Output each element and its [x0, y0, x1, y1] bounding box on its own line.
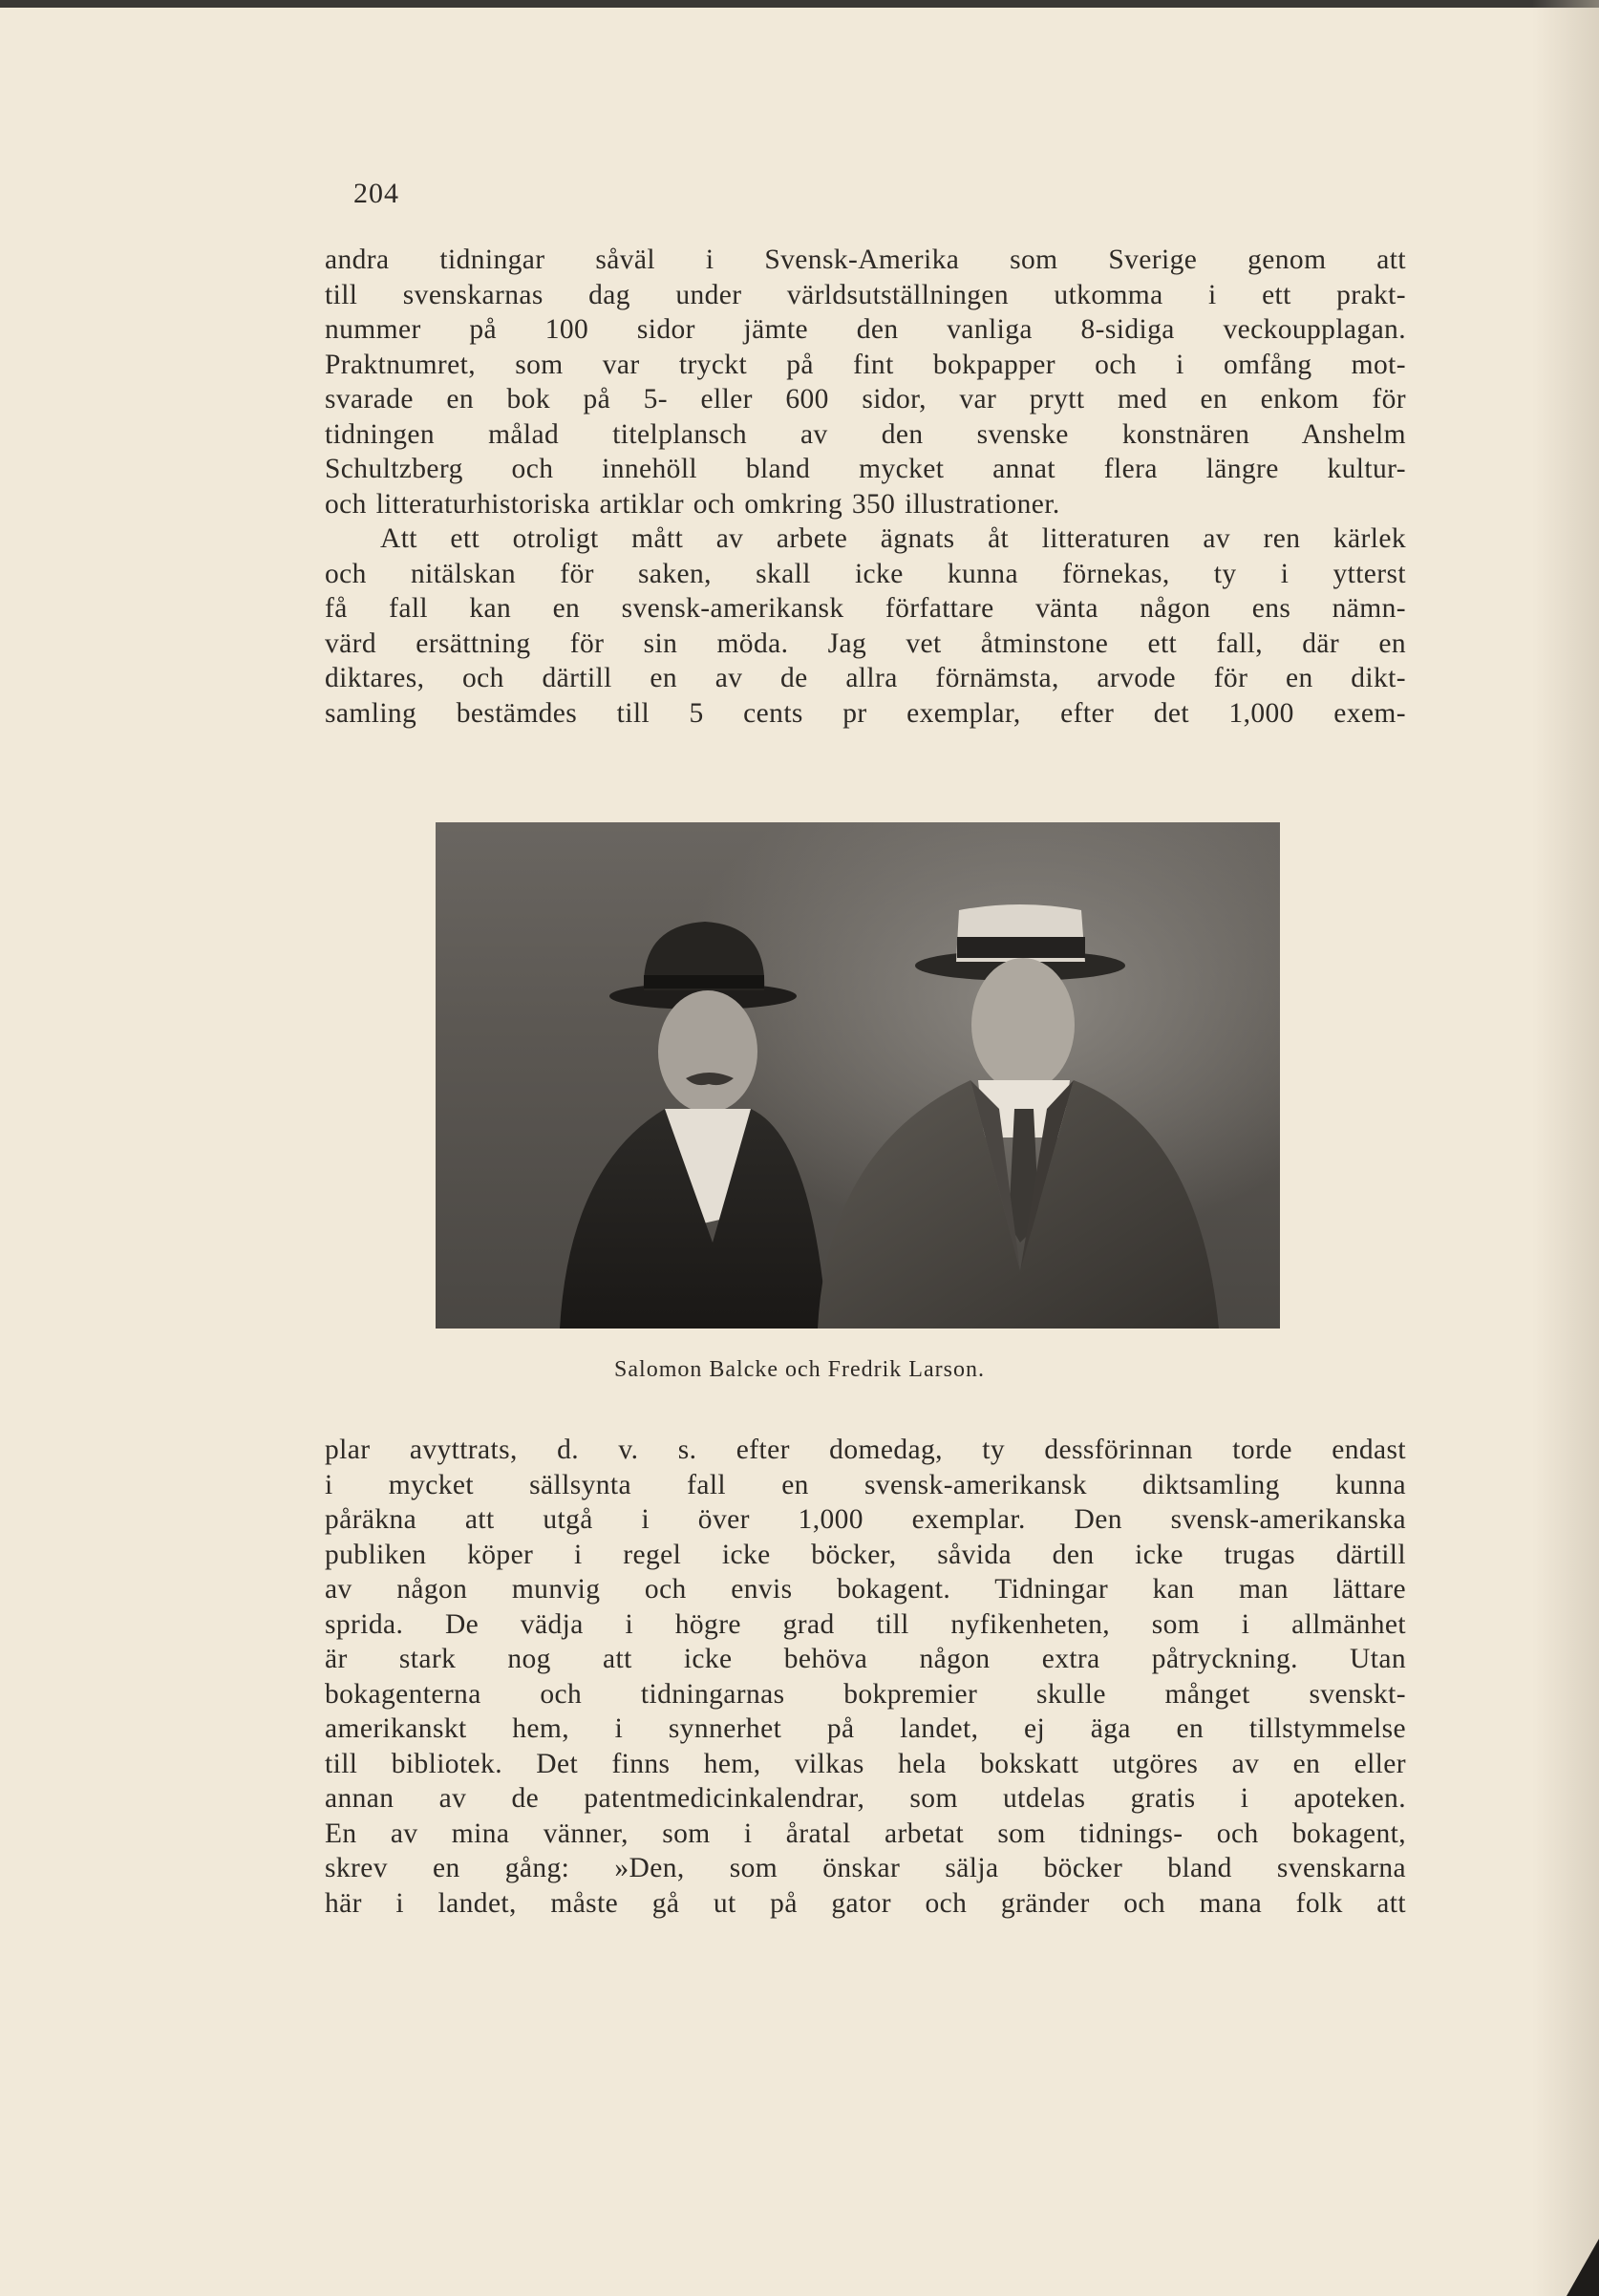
page-corner	[1567, 2239, 1599, 2296]
text-line: värd ersättning för sin möda. Jag vet åtminstone ett fall, där en	[325, 627, 1406, 659]
body-text-top	[325, 243, 1406, 731]
text-line: publiken köper i regel icke böcker, såvida den icke trugas därtill	[325, 1539, 1406, 1570]
body-text-bottom	[325, 1433, 1406, 1921]
text-line: Praktnumret, som var tryckt på fint bokpapper och i omfång mot-	[325, 349, 1406, 380]
photo-caption: Salomon Balcke och Fredrik Larson.	[614, 1357, 985, 1382]
text-line: nummer på 100 sidor jämte den vanliga 8-sidiga veckoupplagan.	[325, 314, 1406, 345]
top-edge-rule	[0, 0, 1599, 8]
text-line: sprida. De vädja i högre grad till nyfikenheten, som i allmänhet	[325, 1608, 1406, 1640]
text-line: andra tidningar såväl i Svensk-Amerika som Sverige genom att	[325, 244, 1406, 275]
text-line: Schultzberg och innehöll bland mycket annat flera längre kultur-	[325, 454, 1406, 484]
text-line: i mycket sällsynta fall en svensk-amerikansk diktsamling kunna	[325, 1469, 1406, 1500]
text-line: till svenskarnas dag under världsutställningen utkomma i ett prakt-	[325, 279, 1406, 310]
text-line: amerikanskt hem, i synnerhet på landet, ej äga en tillstymmelse	[325, 1713, 1406, 1744]
text-line: bokagenterna och tidningarnas bokpremier skulle månget svenskt-	[325, 1678, 1406, 1710]
text-line: är stark nog att icke behöva någon extra påtryckning. Utan	[325, 1644, 1406, 1674]
text-line: få fall kan en svensk-amerikansk författare vänta någon ens nämn-	[325, 593, 1406, 624]
text-line: Att ett otroligt mått av arbete ägnats åt litteraturen av ren kärlek	[380, 523, 1406, 554]
text-line: påräkna att utgå i över 1,000 exemplar. Den svensk-amerikanska	[325, 1504, 1406, 1535]
text-line: svarade en bok på 5- eller 600 sidor, var prytt med en enkom för	[325, 384, 1406, 415]
portrait-photo	[436, 822, 1280, 1329]
text-line: En av mina vänner, som i åratal arbetat som tidnings- och bokagent,	[325, 1818, 1406, 1849]
text-line: skrev en gång: »Den, som önskar sälja böcker bland svenskarna	[325, 1853, 1406, 1883]
text-line: tidningen målad titelplansch av den svenske konstnären Anshelm	[325, 418, 1406, 450]
portrait-illustration	[436, 822, 1280, 1329]
text-line: och litteraturhistoriska artiklar och omkring 350 illustrationer.	[325, 488, 1060, 520]
text-line: av någon munvig och envis bokagent. Tidningar kan man lättare	[325, 1574, 1406, 1605]
text-line: och nitälskan för saken, skall icke kunna förnekas, ty i ytterst	[325, 558, 1406, 589]
text-line: annan av de patentmedicinkalendrar, som utdelas gratis i apoteken.	[325, 1783, 1406, 1814]
text-line: plar avyttrats, d. v. s. efter domedag, ty dessförinnan torde endast	[325, 1435, 1406, 1465]
text-line: samling bestämdes till 5 cents pr exemplar, efter det 1,000 exem-	[325, 697, 1406, 729]
text-line: till bibliotek. Det finns hem, vilkas hela bokskatt utgöres av en eller	[325, 1748, 1406, 1779]
page-edge-shadow	[1532, 0, 1599, 2296]
text-line: diktares, och därtill en av de allra förnämsta, arvode för en dikt-	[325, 663, 1406, 693]
page-number: 204	[353, 178, 399, 209]
text-line: här i landet, måste gå ut på gator och gränder och mana folk att	[325, 1887, 1406, 1919]
